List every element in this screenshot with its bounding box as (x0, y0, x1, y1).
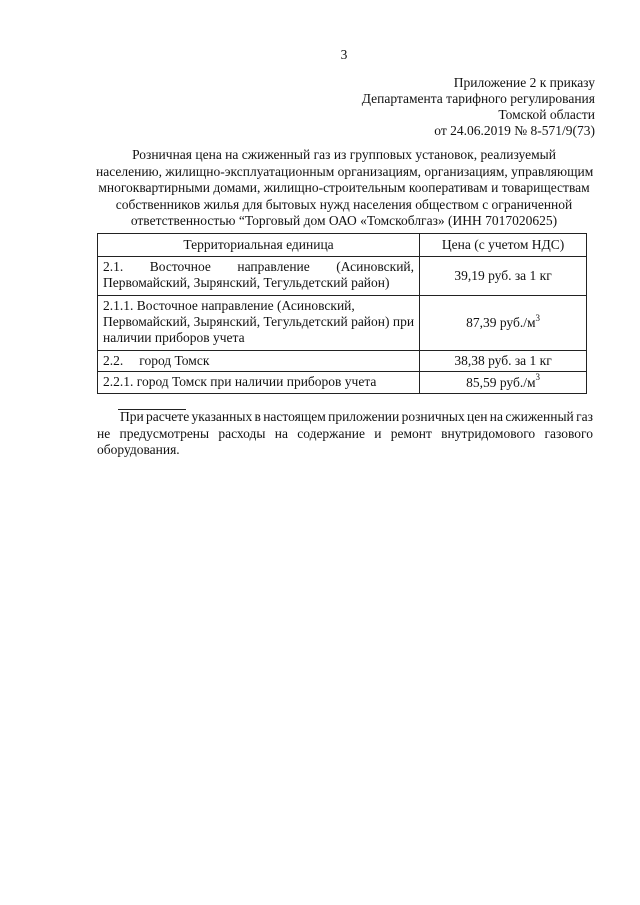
note-word: внутридомового (441, 425, 536, 441)
note-word: настоящем (263, 409, 326, 424)
unit-name: город Томск (139, 353, 210, 368)
price-cell (420, 296, 587, 351)
page-number: 3 (340, 47, 348, 62)
appendix-line: Приложение 2 к приказу (453, 75, 595, 90)
territorial-unit-cell (98, 296, 420, 351)
title-line: населению, жилищно-эксплуатационным организациям, организациям, управляющим (96, 163, 594, 179)
unit-line (103, 353, 414, 369)
note-line (97, 426, 593, 443)
note-word: ремонт (390, 425, 432, 441)
unit-word: Восточное (149, 259, 211, 274)
unit-word: (Асиновский, (336, 259, 415, 274)
territorial-unit-cell (98, 372, 420, 394)
appendix-header (362, 75, 595, 139)
note-word: газ (576, 409, 593, 424)
note-word: предусмотрены (119, 425, 210, 441)
territorial-unit-cell (98, 351, 420, 372)
note-word: на (274, 425, 288, 441)
unit-line: наличии приборов учета (103, 330, 245, 345)
unit-line: Первомайский, Зырянский, Тегульдетский район) при (103, 314, 415, 329)
unit-word: направление (237, 259, 310, 274)
table-row (98, 372, 587, 394)
table-row (98, 351, 587, 372)
table-header-row (98, 234, 587, 257)
price-value: 87,39 руб./м (466, 315, 536, 330)
price-cell: 38,38 руб. за 1 кг (420, 351, 587, 372)
unit-word: 2.1. (103, 259, 124, 274)
note-word: розничных (401, 409, 465, 424)
note-word: сжиженный (505, 409, 574, 424)
note-line: оборудования. (97, 442, 180, 457)
note-word: не (97, 425, 111, 441)
note-word: расчете (146, 409, 190, 424)
table-row (98, 296, 587, 351)
note-word: содержание (297, 425, 365, 441)
note-word: расходы (218, 425, 266, 441)
note-word: цен (467, 409, 488, 424)
note-word: указанных (191, 409, 253, 424)
note-word: в (254, 409, 261, 424)
appendix-line: Томской области (498, 107, 595, 122)
territorial-unit-cell (98, 257, 420, 296)
header-price: Цена (с учетом НДС) (420, 234, 587, 257)
title-line: ответственностью “Торговый дом ОАО «Томскоблгаз» (ИНН 7017020625) (130, 213, 558, 228)
unit-line: 2.1.1. Восточное направление (Асиновский, (103, 298, 355, 313)
title-line: Розничная цена на сжиженный газ из групповых установок, реализуемый (132, 147, 556, 162)
note-word: газового (544, 425, 593, 441)
title-line: собственников жилья для бытовых нужд населения обществом с ограниченной (115, 196, 573, 212)
title-line: многоквартирными домами, жилищно-строительным кооперативам и товариществам (98, 180, 590, 195)
unit-line: Первомайский, Зырянский, Тегульдетский район) (103, 275, 390, 290)
header-territorial-unit: Территориальная единица (98, 234, 420, 257)
note-word: и (374, 425, 382, 441)
appendix-line: Департамента тарифного регулирования (361, 91, 595, 106)
footnote-paragraph (97, 409, 593, 459)
document-title (96, 147, 592, 230)
unit-line (103, 259, 414, 275)
note-word: При (120, 409, 144, 424)
note-line (97, 409, 593, 426)
appendix-order-number: от 24.06.2019 № 8-571/9(73) (434, 123, 595, 138)
price-table (97, 233, 587, 394)
price-cell (420, 372, 587, 394)
price-unit-exponent: 3 (535, 372, 540, 382)
unit-line: 2.2.1. город Томск при наличии приборов учета (103, 374, 377, 389)
table-row (98, 257, 587, 296)
note-word: на (489, 409, 503, 424)
price-cell: 39,19 руб. за 1 кг (420, 257, 587, 296)
price-unit-exponent: 3 (535, 312, 540, 323)
note-word: приложении (328, 409, 400, 424)
price-value: 85,59 руб./м (466, 374, 536, 390)
unit-number: 2.2. (103, 353, 124, 368)
